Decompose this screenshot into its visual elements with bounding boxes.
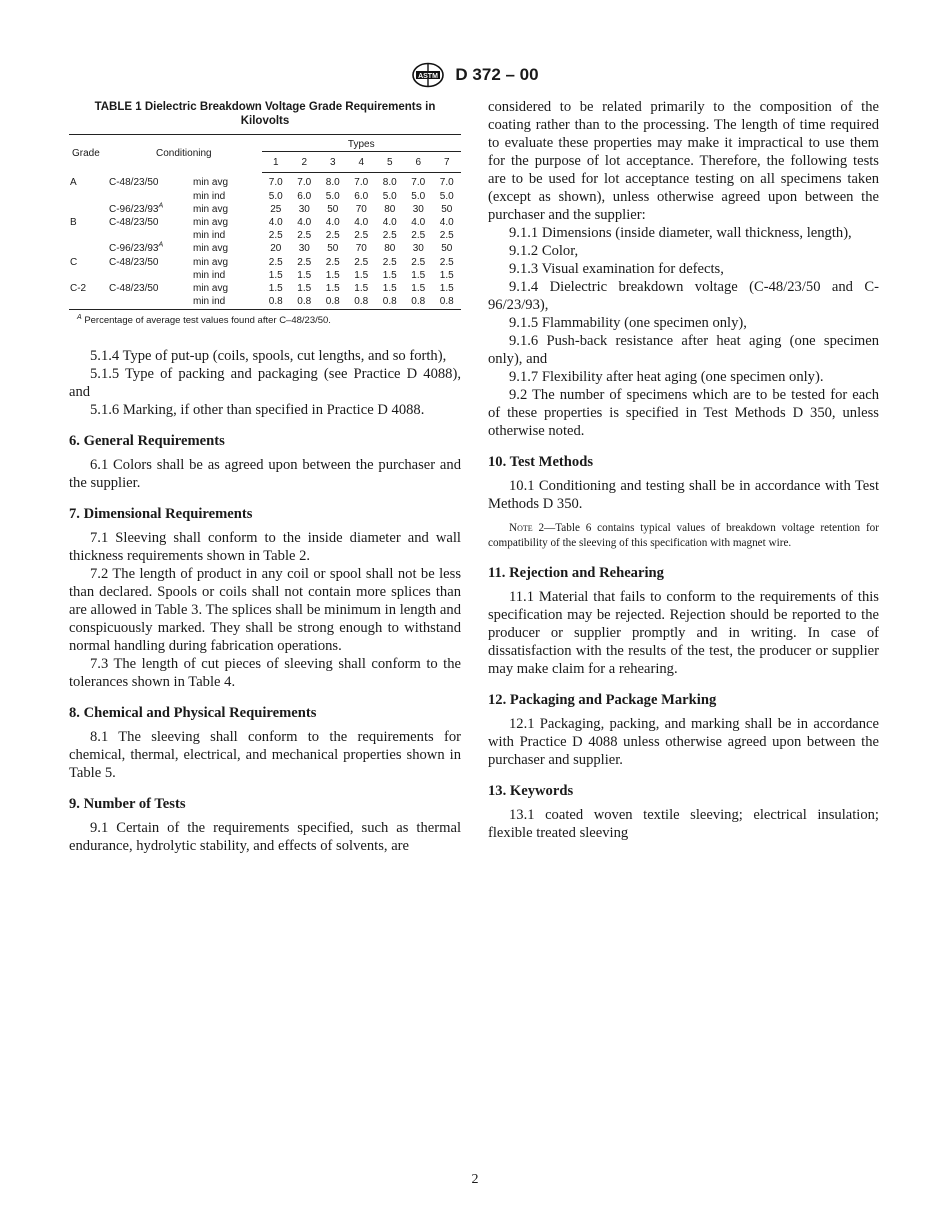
cell-value: 2.5: [268, 230, 283, 242]
page-number: 2: [471, 1172, 479, 1187]
cell-value: 2.5: [411, 256, 426, 268]
cell-value: 1.5: [297, 269, 312, 281]
cell-value: 1.5: [382, 283, 397, 295]
cell-value: 6.0: [354, 190, 369, 202]
heading-7: 7. Dimensional Requirements: [69, 506, 253, 523]
cell-value: 30: [298, 243, 310, 255]
table-1-title: TABLE 1 Dielectric Breakdown Voltage Grade Requirements in Kilovolts: [94, 101, 436, 127]
para-9-1-1: 9.1.1 Dimensions (inside diameter, wall thickness, length),: [509, 225, 852, 241]
col-header-conditioning: Conditioning: [109, 135, 262, 173]
cell-value: 7.0: [268, 177, 283, 189]
cell-conditioning: $C-96/23/93^A$: [109, 242, 164, 255]
cell-conditioning: [109, 295, 193, 310]
cell-value: 5.0: [439, 190, 454, 202]
left-column: [69, 98, 461, 855]
para-9-1-2: 9.1.2 Color,: [509, 243, 579, 259]
col-header-types: Types: [262, 135, 462, 155]
cell-grade: [69, 203, 109, 216]
type-number-header: 4: [347, 154, 376, 173]
cell-value: 7.0: [439, 177, 454, 189]
para-9-1-6: 9.1.6 Push-back resistance after heat aging (one specimen only), and: [488, 333, 879, 367]
table-row: [69, 242, 461, 255]
cell-value: 7.0: [411, 177, 426, 189]
cell-value: 2.5: [439, 256, 454, 268]
col-header-grade: Grade: [69, 135, 109, 173]
para-12-1: 12.1 Packaging, packing, and marking shall be in accordance with Practice D 4088 unless otherwise agreed upon between the purchaser and supplier.: [488, 716, 879, 768]
cell-value: 2.5: [354, 256, 369, 268]
cell-value: 50: [327, 243, 339, 255]
cell-value: 70: [355, 203, 367, 215]
para-5-1-4: 5.1.4 Type of put-up (coils, spools, cut lengths, and so forth),: [90, 348, 447, 365]
cell-grade: [69, 190, 109, 203]
cell-value: 1.5: [268, 283, 283, 295]
table-row: [69, 190, 461, 203]
cell-conditioning: C-48/23/50: [109, 256, 159, 268]
para-6-1: 6.1 Colors shall be as agreed upon between the purchaser and the supplier.: [69, 457, 461, 492]
cell-value: 0.8: [376, 295, 405, 310]
cell-requirement: min ind: [193, 190, 226, 202]
cell-requirement: min avg: [193, 256, 229, 268]
para-7-2: 7.2 The length of product in any coil or spool shall not be less than declared. Spools or coils shall not contain more splices than are allowed in Table 3. The splices shall be minimum in length and conspicuously marked. They shall be strong enough to withstand normal handling during fabrication operations.: [69, 566, 461, 655]
cell-value: 50: [441, 243, 453, 255]
cell-grade: A: [70, 177, 77, 189]
cell-requirement: min ind: [193, 230, 226, 242]
cell-value: 5.0: [325, 190, 340, 202]
cell-value: 7.0: [354, 177, 369, 189]
table-1-body: [69, 173, 461, 310]
cell-value: 2.5: [439, 230, 454, 242]
cell-value: 1.5: [354, 269, 369, 281]
heading-6: 6. General Requirements: [69, 433, 225, 450]
cell-requirement: min avg: [193, 283, 229, 295]
cell-conditioning: [109, 190, 193, 203]
heading-10: 10. Test Methods: [488, 454, 594, 470]
cell-value: 4.0: [411, 217, 426, 229]
cell-conditioning: $C-96/23/93^A$: [109, 202, 164, 215]
cell-grade: C-2: [70, 283, 87, 295]
cell-value: 6.0: [297, 190, 312, 202]
table-1: [69, 134, 461, 310]
cell-value: 1.5: [439, 269, 454, 281]
astm-logo-icon: [411, 62, 445, 88]
cell-value: 1.5: [325, 269, 340, 281]
cell-requirement: min avg: [193, 177, 229, 189]
para-9-1-4: 9.1.4 Dielectric breakdown voltage (C-48/23/50 and C-96/23/93),: [488, 279, 879, 313]
heading-8: 8. Chemical and Physical Requirements: [69, 705, 317, 722]
cell-value: 1.5: [325, 283, 340, 295]
para-5-1-5: 5.1.5 Type of packing and packaging (see Practice D 4088), and: [69, 366, 461, 401]
cell-grade: [69, 269, 109, 282]
para-9-1-5: 9.1.5 Flammability (one specimen only),: [509, 315, 747, 331]
cell-value: 25: [270, 203, 282, 215]
svg-text:ASTM: ASTM: [418, 72, 439, 80]
cell-value: 30: [412, 203, 424, 215]
cell-conditioning: C-48/23/50: [109, 177, 159, 189]
cell-value: 0.8: [262, 295, 291, 310]
cell-value: 80: [384, 243, 396, 255]
cell-value: 50: [441, 203, 453, 215]
cell-value: 2.5: [382, 256, 397, 268]
cell-value: 4.0: [325, 217, 340, 229]
cell-value: 30: [298, 203, 310, 215]
cell-grade: B: [70, 217, 77, 229]
cell-requirement: min avg: [193, 243, 229, 255]
cell-requirement: min avg: [193, 203, 229, 215]
cell-requirement: min avg: [193, 217, 229, 229]
table-row: [69, 256, 461, 269]
cell-value: 2.5: [354, 230, 369, 242]
cell-value: 1.5: [439, 283, 454, 295]
table-row: [69, 173, 461, 190]
cell-grade: [69, 229, 109, 242]
type-number-header: 3: [319, 154, 348, 173]
cell-value: 4.0: [268, 217, 283, 229]
cell-value: 4.0: [354, 217, 369, 229]
heading-12: 12. Packaging and Package Marking: [488, 692, 717, 708]
cell-value: 1.5: [411, 283, 426, 295]
cell-value: 8.0: [382, 177, 397, 189]
heading-11: 11. Rejection and Rehearing: [488, 565, 664, 581]
para-9-2: 9.2 The number of specimens which are to be tested for each of these properties is specified in Test Methods D 350, unless otherwise noted.: [488, 387, 879, 439]
right-column: [488, 98, 879, 842]
cell-value: 5.0: [411, 190, 426, 202]
cell-value: 2.5: [382, 230, 397, 242]
cell-value: 0.8: [319, 295, 348, 310]
table-row: [69, 269, 461, 282]
heading-13: 13. Keywords: [488, 783, 574, 799]
cell-grade: C: [70, 256, 78, 268]
para-11-1: 11.1 Material that fails to conform to the requirements of this specification may be rejected. Rejection should be reported to the producer or supplier promptly and in writing. In case of dissatisfaction with the results of the test, the producer or supplier may make claim for a rehearing.: [488, 589, 879, 677]
cell-value: 20: [270, 243, 282, 255]
para-9-1-continued: considered to be related primarily to the composition of the coating rather than to the processing. The length of time required to evaluate these properties may make it impractical to use them for the purpose of lot acceptance. Therefore, the following tests are to be used for lot acceptance testing on all specimens taken (except as shown), unless otherwise agreed upon between the purchaser and the supplier:: [488, 99, 879, 223]
table-row: [69, 282, 461, 295]
cell-value: 0.8: [347, 295, 376, 310]
cell-value: 2.5: [325, 256, 340, 268]
type-number-header: 1: [262, 154, 291, 173]
para-13-1: 13.1 coated woven textile sleeving; electrical insulation; flexible treated sleeving: [488, 807, 879, 841]
cell-value: 1.5: [297, 283, 312, 295]
cell-value: 0.8: [433, 295, 462, 310]
page-header: [0, 62, 950, 88]
cell-value: 8.0: [325, 177, 340, 189]
para-9-1-3: 9.1.3 Visual examination for defects,: [509, 261, 724, 277]
cell-value: 7.0: [297, 177, 312, 189]
cell-value: 30: [412, 243, 424, 255]
cell-value: 1.5: [354, 283, 369, 295]
table-row: [69, 203, 461, 216]
cell-value: 2.5: [297, 256, 312, 268]
para-9-1: 9.1 Certain of the requirements specified, such as thermal endurance, hydrolytic stability, and effects of solvents, are: [69, 820, 461, 855]
cell-value: 4.0: [439, 217, 454, 229]
cell-value: 70: [355, 243, 367, 255]
cell-grade: [69, 295, 109, 310]
cell-value: 50: [327, 203, 339, 215]
para-7-3: 7.3 The length of cut pieces of sleeving shall conform to the tolerances shown in Table 4.: [69, 656, 461, 691]
type-number-header: 2: [290, 154, 319, 173]
cell-conditioning: [109, 229, 193, 242]
table-row: [69, 229, 461, 242]
cell-value: 5.0: [382, 190, 397, 202]
cell-conditioning: [109, 269, 193, 282]
cell-value: 0.8: [404, 295, 433, 310]
cell-value: 2.5: [268, 256, 283, 268]
cell-value: 0.8: [290, 295, 319, 310]
cell-value: 5.0: [268, 190, 283, 202]
para-9-1-7: 9.1.7 Flexibility after heat aging (one specimen only).: [509, 369, 824, 385]
cell-value: 4.0: [382, 217, 397, 229]
cell-value: 4.0: [297, 217, 312, 229]
cell-conditioning: C-48/23/50: [109, 283, 159, 295]
table-row: [69, 295, 461, 310]
cell-value: 1.5: [382, 269, 397, 281]
table-1-footnote: $^A$ Percentage of average test values found after C–48/23/50.: [77, 314, 331, 327]
table-row: [69, 216, 461, 229]
type-number-header: 6: [404, 154, 433, 173]
cell-value: 2.5: [411, 230, 426, 242]
type-number-header: 7: [433, 154, 462, 173]
cell-value: 80: [384, 203, 396, 215]
para-8-1: 8.1 The sleeving shall conform to the requirements for chemical, thermal, electrical, and mechanical properties shown in Table 5.: [69, 729, 461, 782]
document-id: D 372 – 00: [455, 65, 539, 84]
cell-requirement: min ind: [193, 295, 262, 310]
cell-value: 1.5: [268, 269, 283, 281]
heading-9: 9. Number of Tests: [69, 796, 186, 813]
cell-value: 2.5: [325, 230, 340, 242]
cell-grade: [69, 242, 109, 255]
cell-value: 1.5: [411, 269, 426, 281]
cell-conditioning: C-48/23/50: [109, 217, 159, 229]
cell-value: 2.5: [297, 230, 312, 242]
note-2: Note 2—Table 6 contains typical values of breakdown voltage retention for compatibility of the sleeving of this specification with magnet wire.: [488, 522, 879, 549]
para-10-1: 10.1 Conditioning and testing shall be in accordance with Test Methods D 350.: [488, 478, 879, 512]
para-5-1-6: 5.1.6 Marking, if other than specified in Practice D 4088.: [90, 402, 425, 419]
para-7-1: 7.1 Sleeving shall conform to the inside diameter and wall thickness requirements shown in Table 2.: [69, 530, 461, 565]
type-number-header: 5: [376, 154, 405, 173]
cell-requirement: min ind: [193, 269, 226, 281]
